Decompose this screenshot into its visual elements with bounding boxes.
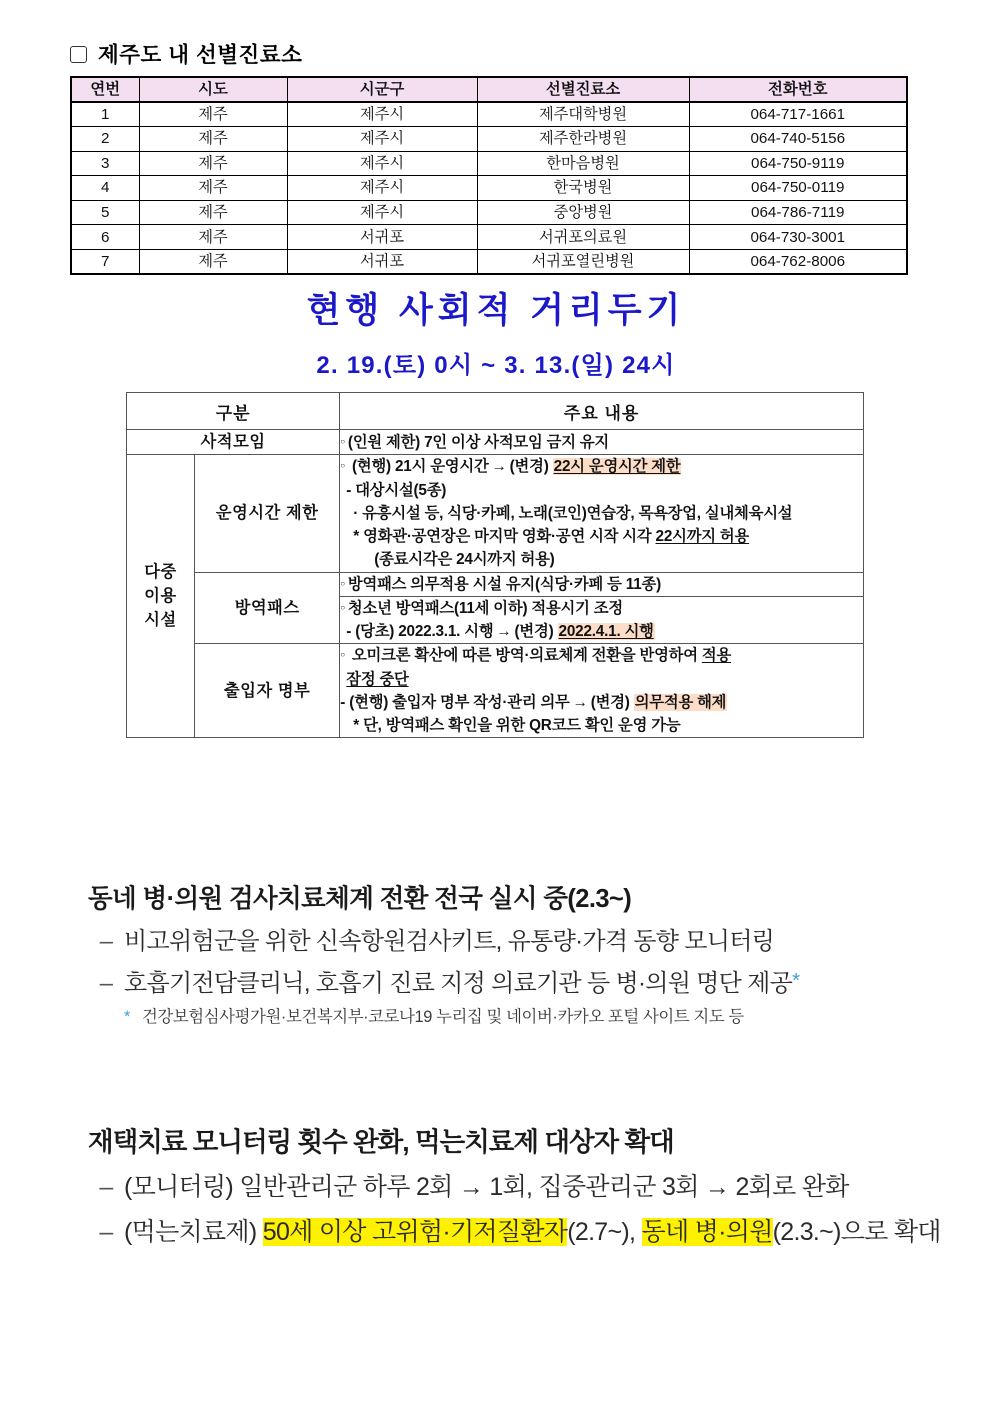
measures-label-entry-log: 출입자 명부 [195, 644, 340, 738]
measure-text-original: - (당초) 2022.3.1. 시행 [346, 623, 494, 641]
arrow-glyph: → [572, 693, 588, 711]
measure-line [340, 620, 863, 643]
clinic-cell-sgg: 제주시 [287, 176, 477, 201]
home-care-suffix: (2.3.~)으로 확대 [772, 1218, 941, 1247]
facility-label-line: 시설 [144, 611, 177, 630]
clinic-cell-sgg: 제주시 [287, 200, 477, 225]
home-care-middle: (2.7~), [567, 1218, 642, 1247]
clinic-table [70, 76, 908, 275]
dash-bullet-icon: – [99, 927, 113, 955]
clinic-cell-tel: 064-717-1661 [689, 102, 907, 127]
table-row [71, 250, 907, 275]
measure-text-changed-prefix: (변경) [590, 693, 634, 711]
home-care-prefix: (먹는치료제) [124, 1218, 263, 1247]
measures-row-vaccine-pass-a [127, 572, 864, 596]
measures-section [126, 392, 866, 738]
list-item-text [124, 1216, 968, 1249]
home-care-title: 재택치료 모니터링 횟수 완화, 먹는치료제 대상자 확대 [88, 1127, 674, 1157]
clinic-section [70, 38, 910, 275]
measures-row-entry-log [127, 644, 864, 738]
table-row [71, 200, 907, 225]
measure-text-underline: 22시까지 허용 [655, 528, 750, 546]
facility-label-line: 이용 [144, 587, 177, 606]
measures-content-entry-log [340, 644, 864, 738]
home-care-section [88, 1126, 968, 1250]
dash-bullet-icon: – [99, 1218, 113, 1247]
clinic-cell-sgg: 제주시 [287, 127, 477, 152]
clinic-col-header-tel: 전화번호 [689, 77, 907, 102]
clinic-table-header-row [71, 77, 907, 102]
footnote-star-icon: * [124, 1007, 130, 1026]
arrow-glyph: → [491, 458, 507, 476]
measure-text-underline: 잠정 중단 [346, 670, 409, 688]
table-row [71, 176, 907, 201]
measure-line [340, 455, 863, 478]
clinic-cell-no: 3 [71, 151, 139, 176]
clinic-cell-no: 1 [71, 102, 139, 127]
list-item [88, 1216, 968, 1249]
measures-label-multiuse-facility [127, 455, 195, 738]
footnote [124, 1006, 968, 1029]
distancing-period: 2. 19.(토) 0시 ~ 3. 13.(일) 24시 [316, 351, 676, 379]
measure-text-changed-highlight: 의무적용 해제 [634, 693, 727, 711]
measures-row-operating-hours [127, 455, 864, 572]
measures-content-operating-hours [340, 455, 864, 572]
clinic-cell-tel: 064-740-5156 [689, 127, 907, 152]
measure-text-changed-prefix: (변경) [514, 623, 558, 641]
clinic-cell-no: 5 [71, 200, 139, 225]
facility-label-line: 다중 [144, 562, 177, 581]
clinic-cell-sgg: 서귀포 [287, 225, 477, 250]
clinic-col-header-sido: 시도 [139, 77, 287, 102]
home-care-highlight-age: 50세 이상 고위험·기저질환자 [262, 1218, 568, 1247]
empty-checkbox-icon [70, 46, 87, 63]
list-item-text: 비고위험군을 위한 신속항원검사키트, 유통량·가격 동향 모니터링 [124, 927, 775, 955]
list-item-text: (모니터링) 일반관리군 하루 2회 → 1회, 집중관리군 3회 → 2회로 완화 [124, 1173, 849, 1202]
clinic-cell-sido: 제주 [139, 250, 287, 275]
measure-line: - 대상시설(5종) [346, 481, 447, 499]
clinic-cell-no: 4 [71, 176, 139, 201]
measures-col-header-category: 구분 [127, 393, 340, 430]
clinic-cell-sido: 제주 [139, 151, 287, 176]
clinic-cell-tel: 064-730-3001 [689, 225, 907, 250]
table-row [71, 127, 907, 152]
measure-line: ○ 청소년 방역패스(11세 이하) 적용시기 조정 [340, 597, 863, 620]
clinic-cell-tel: 064-750-0119 [689, 176, 907, 201]
measures-row-private-gathering [127, 430, 864, 455]
clinic-col-header-sgg: 시군구 [287, 77, 477, 102]
clinic-col-header-no: 연번 [71, 77, 139, 102]
measure-line [340, 644, 863, 667]
distancing-title-block [0, 292, 992, 380]
clinic-cell-tel: 064-786-7119 [689, 200, 907, 225]
measures-content-vaccine-pass-2 [340, 596, 864, 644]
table-row [71, 151, 907, 176]
measure-line [340, 525, 863, 548]
measures-table [126, 392, 864, 738]
measure-text-current: (현행) 21시 운영시간 [351, 458, 489, 476]
measure-line [340, 691, 863, 714]
measures-content-vaccine-pass-1 [340, 572, 864, 596]
clinic-cell-sgg: 서귀포 [287, 250, 477, 275]
measure-line: · 유흥시설 등, 식당·카페, 노래(코인)연습장, 목욕장업, 실내체육시설 [353, 504, 793, 522]
measure-text: 오미크론 확산에 따른 방역·의료체계 전환을 반영하여 [351, 647, 702, 665]
clinic-cell-sido: 제주 [139, 176, 287, 201]
measure-line: ○ 방역패스 의무적용 시설 유지(식당·카페 등 11종) [340, 573, 863, 596]
measures-label-vaccine-pass: 방역패스 [195, 572, 340, 644]
clinic-cell-no: 6 [71, 225, 139, 250]
clinic-cell-name: 서귀포열린병원 [477, 250, 689, 275]
arrow-glyph: → [496, 623, 512, 641]
measure-text-changed-highlight: 22시 운영시간 제한 [553, 458, 681, 476]
clinic-cell-name: 한국병원 [477, 176, 689, 201]
measure-line: (종료시각은 24시까지 허용) [374, 551, 555, 569]
list-item-body: 호흡기전담클리닉, 호흡기 진료 지정 의료기관 등 병·의원 명단 제공 [124, 969, 793, 997]
clinic-section-title: 제주도 내 선별진료소 [98, 43, 303, 67]
page-title: 현행 사회적 거리두기 [306, 291, 686, 330]
clinic-system-title: 동네 병·의원 검사치료체계 전환 전국 실시 중(2.3~) [88, 885, 632, 913]
list-item [88, 1171, 968, 1204]
clinic-cell-sido: 제주 [139, 200, 287, 225]
table-row [71, 102, 907, 127]
clinic-cell-name: 제주대학병원 [477, 102, 689, 127]
measures-header-row [127, 393, 864, 430]
measure-text: * 영화관·공연장은 마지막 영화·공연 시작 시각 [353, 528, 656, 546]
clinic-cell-sido: 제주 [139, 127, 287, 152]
table-row [71, 225, 907, 250]
measure-line: ○ (인원 제한) 7인 이상 사적모임 금지 유지 [340, 431, 863, 454]
measures-content-private-gathering [340, 430, 864, 455]
clinic-cell-name: 제주한라병원 [477, 127, 689, 152]
clinic-section-heading [70, 38, 910, 69]
clinic-cell-sgg: 제주시 [287, 102, 477, 127]
measure-text-changed-prefix: (변경) [509, 458, 553, 476]
home-care-highlight-clinic: 동네 병·의원 [641, 1218, 773, 1247]
clinic-cell-no: 2 [71, 127, 139, 152]
clinic-cell-sgg: 제주시 [287, 151, 477, 176]
measures-label-private-gathering: 사적모임 [127, 430, 340, 455]
clinic-cell-tel: 064-750-9119 [689, 151, 907, 176]
clinic-cell-name: 한마음병원 [477, 151, 689, 176]
measures-label-operating-hours: 운영시간 제한 [195, 455, 340, 572]
clinic-cell-tel: 064-762-8006 [689, 250, 907, 275]
measure-text-changed-highlight: 2022.4.1. 시행 [558, 623, 654, 641]
clinic-system-section [88, 884, 968, 1029]
clinic-cell-name: 중앙병원 [477, 200, 689, 225]
list-item [88, 968, 968, 1000]
footnote-text: 건강보험심사평가원·보건복지부·코로나19 누리집 및 네이버·카카오 포털 사이트 지도 등 [142, 1007, 744, 1026]
list-item-text [124, 968, 968, 1000]
measure-text-underline: 적용 [701, 647, 732, 665]
measure-line: * 단, 방역패스 확인을 위한 QR코드 확인 운영 가능 [353, 717, 681, 735]
clinic-cell-name: 서귀포의료원 [477, 225, 689, 250]
measure-line [340, 668, 863, 691]
clinic-cell-sido: 제주 [139, 102, 287, 127]
clinic-cell-no: 7 [71, 250, 139, 275]
measure-text-current: - (현행) 출입자 명부 작성·관리 의무 [340, 693, 570, 711]
list-item [88, 926, 968, 958]
footnote-marker-icon: * [792, 969, 800, 992]
measures-col-header-content: 주요 내용 [340, 393, 864, 430]
clinic-col-header-name: 선별진료소 [477, 77, 689, 102]
clinic-cell-sido: 제주 [139, 225, 287, 250]
dash-bullet-icon: – [99, 969, 113, 997]
dash-bullet-icon: – [99, 1173, 113, 1202]
